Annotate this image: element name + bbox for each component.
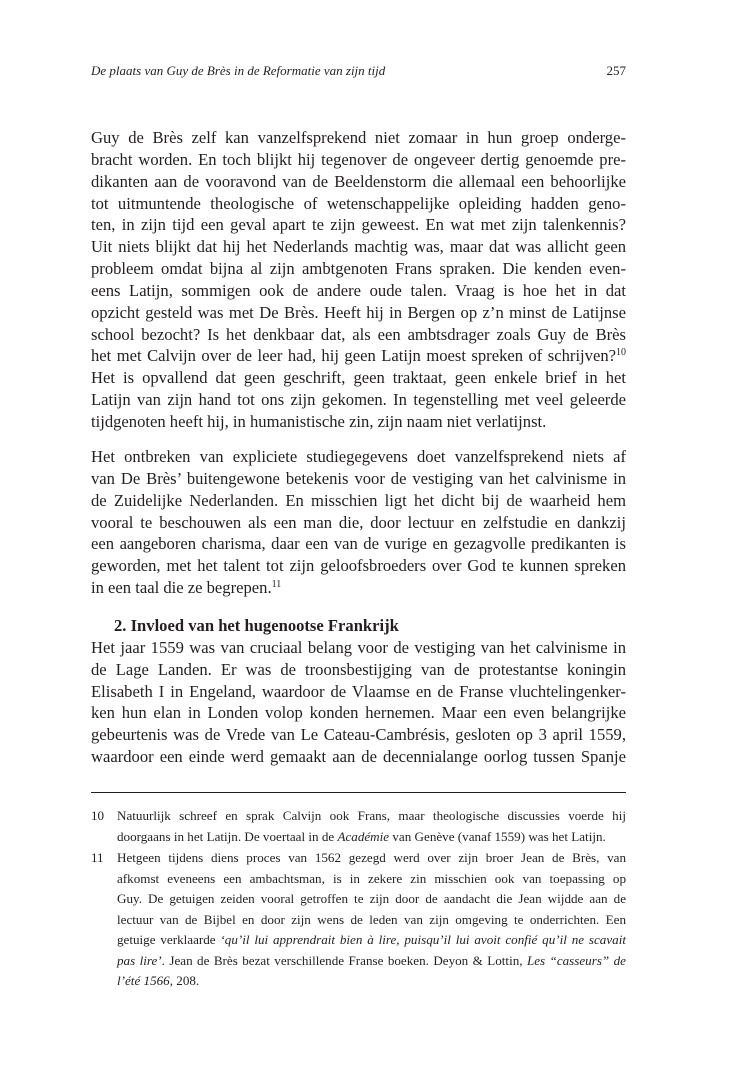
- text-line: Guy de Brès zelf kan vanzelfsprekend niet zomaar in hun groep onderge-: [91, 128, 626, 147]
- text-line: Uit niets blijkt dat hij het Nederlands machtig was, maar dat was allicht geen: [91, 237, 626, 257]
- text-line: ken hun elan in Londen volop konden hernemen. Maar een even belangrijke: [91, 703, 626, 723]
- footnote-line: afkomst eveneens een ambachtsman, is in zekere zin misschien ook van toepassing op: [117, 870, 626, 886]
- running-title: De plaats van Guy de Brès in de Reformatie van zijn tijd: [91, 63, 386, 78]
- footnote-line: [117, 971, 626, 992]
- footnote-divider: [91, 792, 626, 793]
- text-line: school bezocht? Is het denkbaar dat, als een ambtsdrager zoals Guy de Brès: [91, 324, 626, 344]
- footnote-italic: ‘qu’il lui apprendrait bien à lire, puisqu’il lui avoit confié qu’il ne scavait: [220, 932, 626, 947]
- text-line: opzicht gesteld was met De Brès. Heeft hij in Bergen op z’n minst de Latijnse: [91, 302, 626, 322]
- paragraph-2: [91, 446, 626, 599]
- text-line: Elisabeth I in Engeland, waardoor de Vlaamse en de Franse vluchtelingenker-: [91, 681, 626, 701]
- footnote-line: [117, 827, 626, 848]
- text-line: vooral te beschouwen als een man die, door lectuur en zelfstudie en dankzij: [91, 512, 626, 532]
- text-line: tot uitmuntende theologische of wetenschappelijke opleiding hadden geno-: [91, 193, 626, 213]
- footnote-text: doorgaans in het Latijn. De voertaal in de: [117, 828, 338, 844]
- text-line: Het is opvallend dat geen geschrift, geen traktaat, geen enkele brief in het: [91, 368, 626, 388]
- footnote-number: 10: [91, 808, 105, 823]
- text-line: in een taal die ze begrepen.: [91, 578, 272, 598]
- footnote-italic: Académie: [337, 828, 390, 844]
- footnote-line: Natuurlijk schreef en sprak Calvijn ook Frans, maar theologische discussies voerde hij: [117, 808, 626, 823]
- section-2: [91, 615, 626, 768]
- text-line: een aangeboren charisma, daar een van de vurige en gezagvolle predikanten is: [91, 534, 626, 554]
- text-line: gebeurtenis was de Vrede van Le Cateau-Cambrésis, gesloten op 3 april 1559,: [91, 725, 626, 745]
- text-line: bracht worden. En toch blijkt hij tegenover de ongeveer dertig genoemde pre-: [91, 149, 626, 169]
- text-line: dikanten aan de vooravond van de Beeldenstorm die allemaal een behoorlijke: [91, 171, 626, 191]
- text-line: Latijn van zijn hand tot ons zijn gekomen. In tegenstelling met veel geleerde: [91, 390, 626, 410]
- footnote-ref-11[interactable]: 11: [271, 579, 282, 591]
- footnote-number: 11: [91, 850, 104, 865]
- text-line: Het ontbreken van expliciete studiegegevens doet vanzelfsprekend niets af: [91, 447, 626, 466]
- text-line: van De Brès’ buitengewone betekenis voor de vestiging van het calvinisme in: [91, 468, 626, 488]
- footnote-text: getuige verklaarde: [117, 932, 221, 947]
- section-heading: 2. Invloed van het hugenootse Frankrijk: [114, 616, 399, 635]
- footnote-11: [91, 848, 626, 992]
- page-number: 257: [606, 63, 626, 78]
- footnote-10: [91, 806, 626, 847]
- footnote-line: [117, 951, 626, 972]
- text-line-with-note: [91, 577, 626, 599]
- footnote-line: Guy. De getuigen zeiden vooral getroffen te zijn door de aandacht die Jean wijdde aan de: [117, 891, 626, 906]
- footnote-line: lectuur van de Bijbel en door zijn wens de leden van zijn omgeving te onderrichten. Een: [117, 911, 626, 927]
- text-line: de Zuidelijke Nederlanden. En misschien ligt het dicht bij de waarheid hem: [91, 490, 626, 510]
- text-line: de Lage Landen. Er was de troonsbestijging van de protestantse koningin: [91, 659, 626, 679]
- text-line-with-note: [91, 345, 626, 367]
- text-line: ten, in zijn tijd een geval apart te zijn geweest. En wat met zijn talenkennis?: [91, 215, 626, 235]
- footnote-italic: l’été 1566: [117, 973, 170, 988]
- text-line: waardoor een einde werd gemaakt aan de decennialange oorlog tussen Spanje: [91, 747, 626, 767]
- footnote-text: , 208.: [169, 973, 200, 988]
- footnote-text: . Jean de Brès bezat verschillende Franse boeken. Deyon & Lottin,: [161, 952, 527, 968]
- footnote-italic: pas lire’: [117, 952, 162, 968]
- footnote-line: [117, 930, 626, 951]
- text-line: Het jaar 1559 was van cruciaal belang voor de vestiging van het calvinisme in: [91, 637, 626, 657]
- text-line: probleem omdat bijna al zijn ambtgenoten Frans spraken. Die kenden even-: [91, 259, 626, 279]
- footnote-ref-10[interactable]: 10: [616, 347, 626, 359]
- text-line: het met Calvijn over de leer had, hij geen Latijn moest spreken of schrijven?: [91, 346, 616, 366]
- footnote-text: van Genève (vanaf 1559) was het Latijn.: [389, 828, 606, 844]
- footnote-line: Hetgeen tijdens diens proces van 1562 gezegd werd over zijn broer Jean de Brès, van: [117, 850, 626, 865]
- running-header: [91, 61, 626, 81]
- text-line: eens Latijn, sommigen ook de andere oude talen. Vraag is hoe het in dat: [91, 280, 626, 300]
- footnote-italic: Les “casseurs” de: [526, 952, 626, 968]
- paragraph-1: [91, 127, 626, 433]
- text-line: tijdgenoten heeft hij, in humanistische zin, zijn naam niet verlatijnst.: [91, 411, 547, 431]
- text-line: geworden, met het talent tot zijn geloofsbroeders over God te kunnen spreken: [91, 556, 626, 576]
